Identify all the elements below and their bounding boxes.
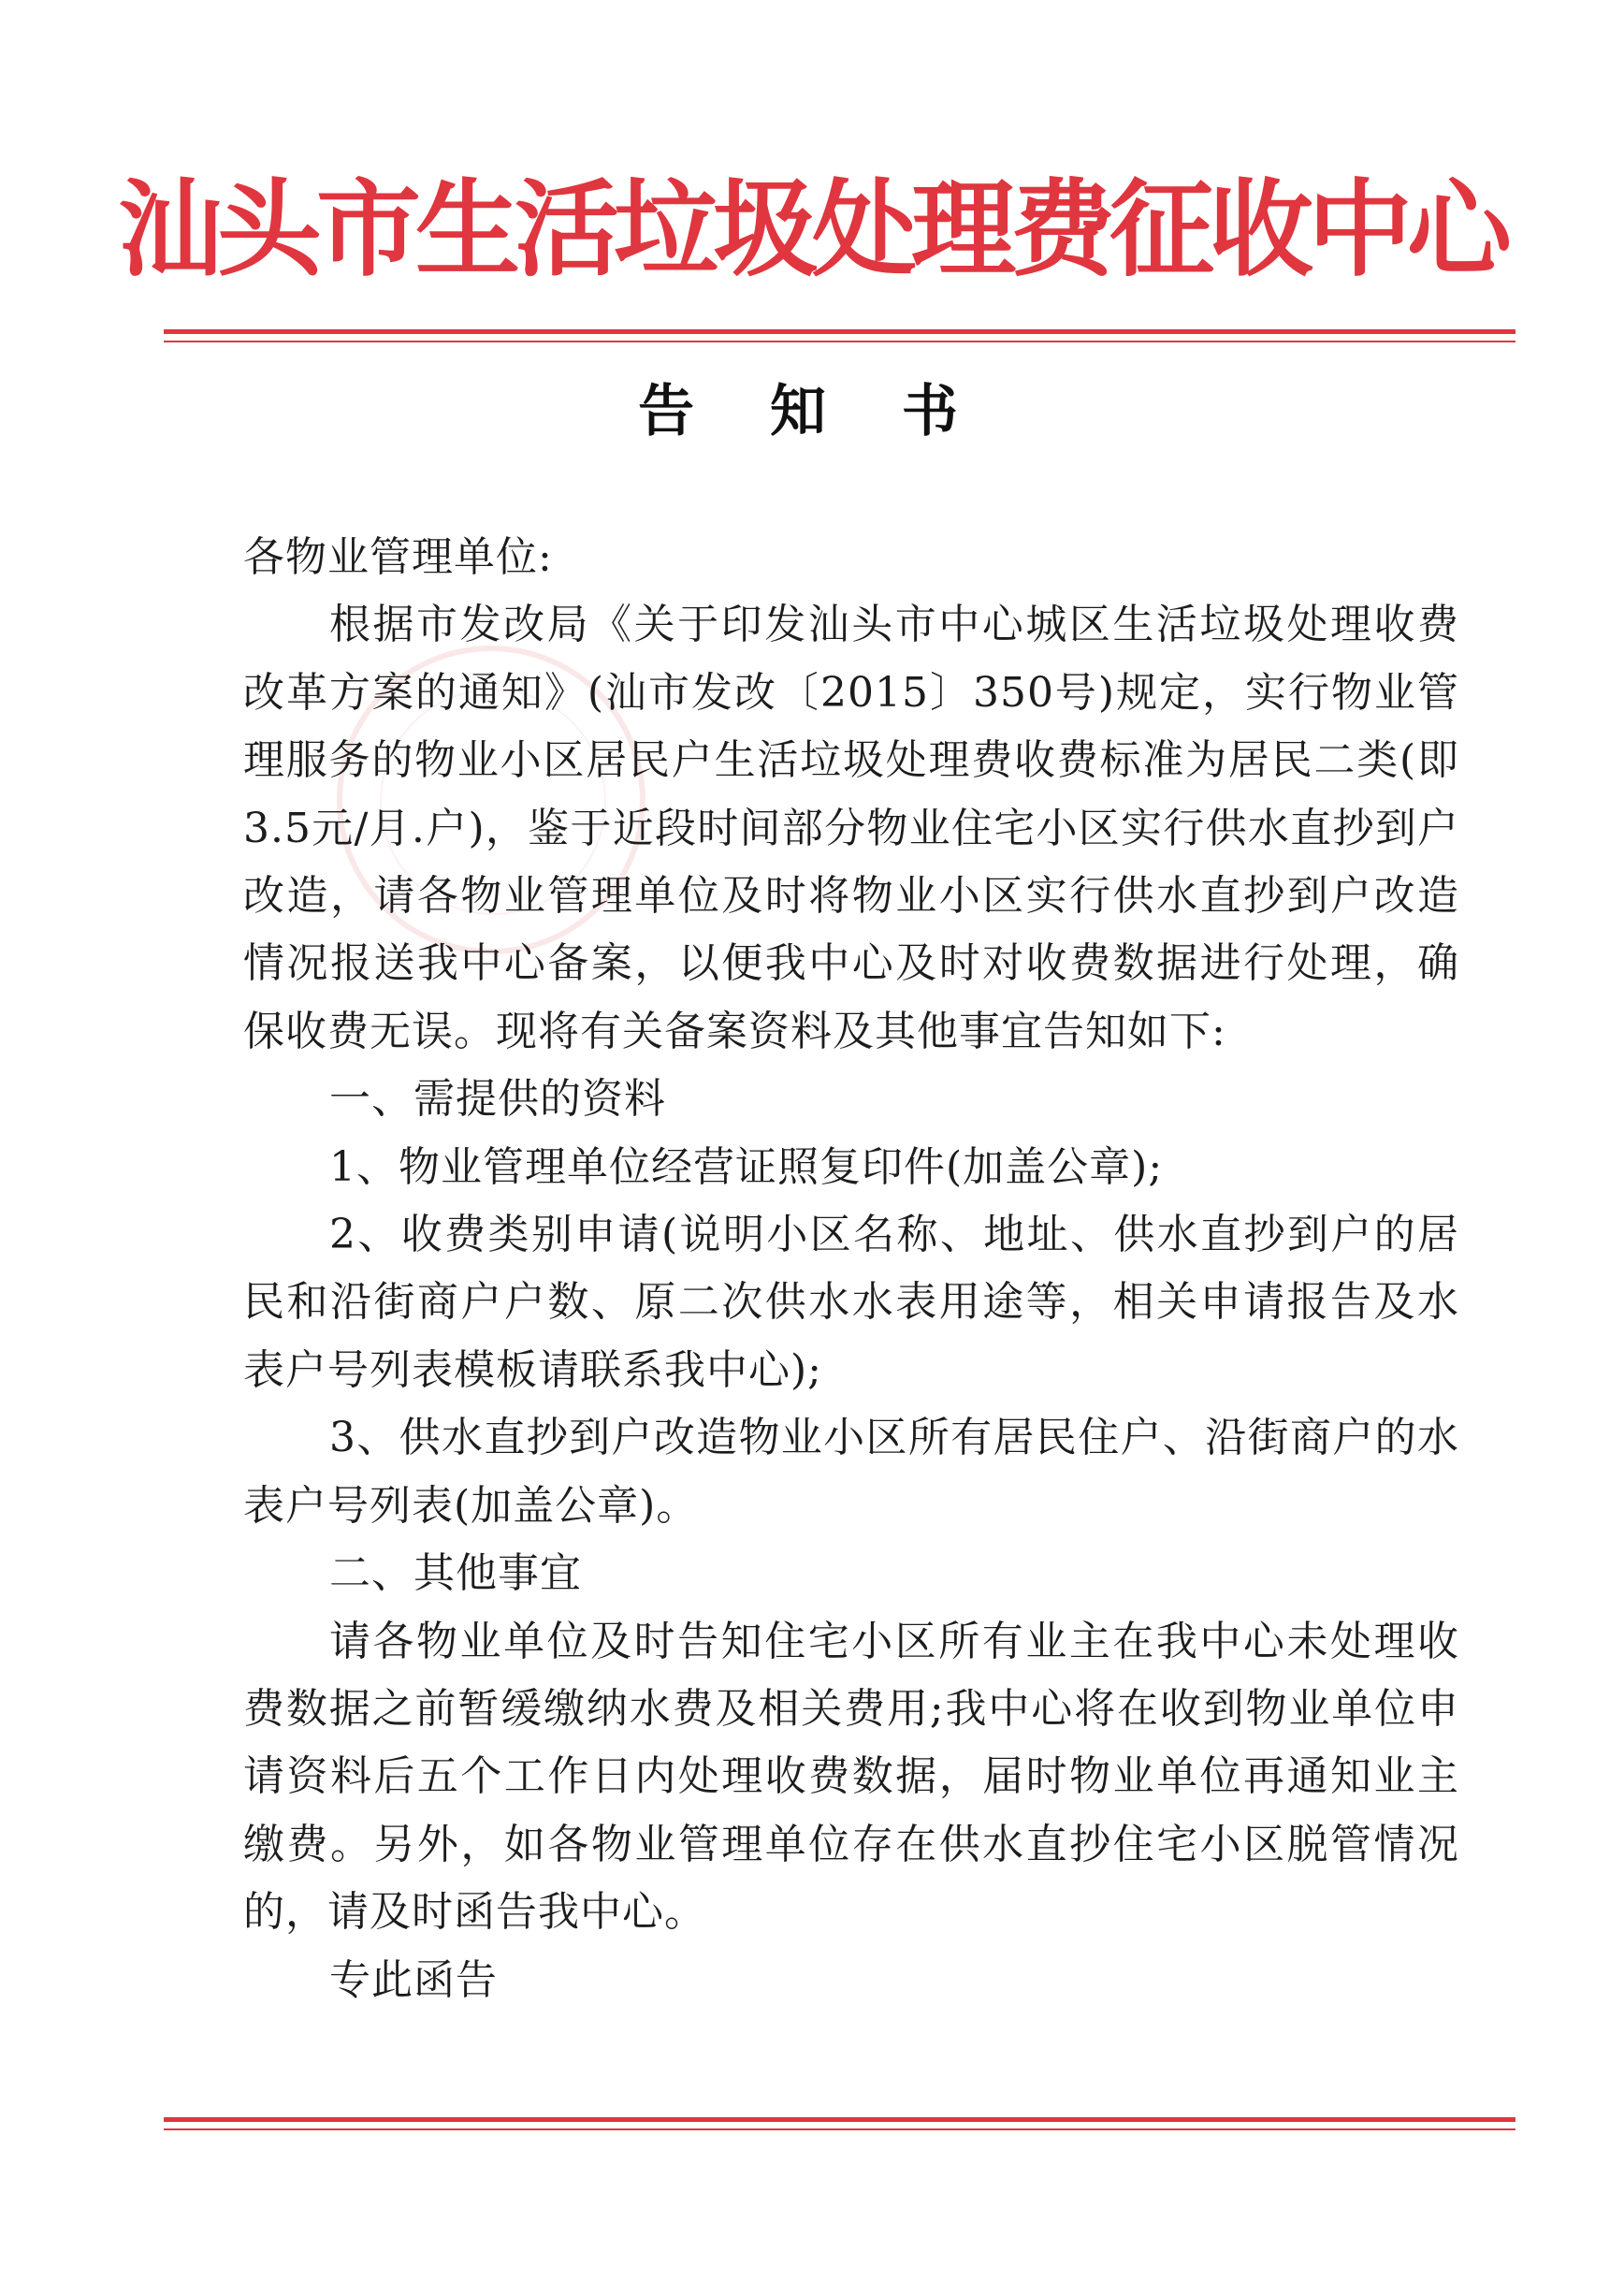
document-title: 告 知 书 (638, 379, 986, 444)
closing-line: 专此函告 (329, 1955, 498, 2004)
letterhead-rule-thin (164, 341, 1515, 342)
intro-paragraph: 根据市发改局《关于印发汕头市中心城区生活垃圾处理收费改革方案的通知》(汕市发改〔2015〕350号)规定，实行物业管理服务的物业小区居民户生活垃圾处理费收费标准为居民二类(即3.5元/月.户)，鉴于近段时间部分物业住宅小区实行供水直抄到户改造，请各物业管理单位及时将物业小区实行供水直抄到户改造情况报送我中心备案，以便我中心及时对收费数据进行处理，确保收费无误。现将有关备案资料及其他事宜告知如下: (243, 601, 1459, 1055)
letterhead-rule-thick (164, 329, 1515, 334)
list-item-2: 2、收费类别申请(说明小区名称、地址、供水直抄到户的居民和沿街商户户数、原二次供水水表用途等，相关申请报告及水表户号列表模板请联系我中心); (243, 1211, 1459, 1394)
section-1-heading: 一、需提供的资料 (329, 1075, 666, 1124)
letterhead-org-name: 汕头市生活垃圾处理费征收中心 (118, 168, 1506, 291)
list-item-3: 3、供水直抄到户改造物业小区所有居民住户、沿街商户的水表户号列表(加盖公章)。 (243, 1414, 1459, 1530)
footer-rule-thick (164, 2117, 1515, 2122)
list-item-1: 1、物业管理单位经营证照复印件(加盖公章); (329, 1142, 1164, 1191)
footer-rule-thin (164, 2128, 1515, 2130)
section-2-heading: 二、其他事宜 (329, 1549, 582, 1598)
document-body (243, 524, 1459, 2014)
other-matters-paragraph: 请各物业单位及时告知住宅小区所有业主在我中心未处理收费数据之前暂缓缴纳水费及相关费用;我中心将在收到物业单位申请资料后五个工作日内处理收费数据，届时物业单位再通知业主缴费。另外，如各物业管理单位存在供水直抄住宅小区脱管情况的，请及时函告我中心。 (243, 1617, 1459, 1937)
addressee: 各物业管理单位: (243, 533, 553, 581)
